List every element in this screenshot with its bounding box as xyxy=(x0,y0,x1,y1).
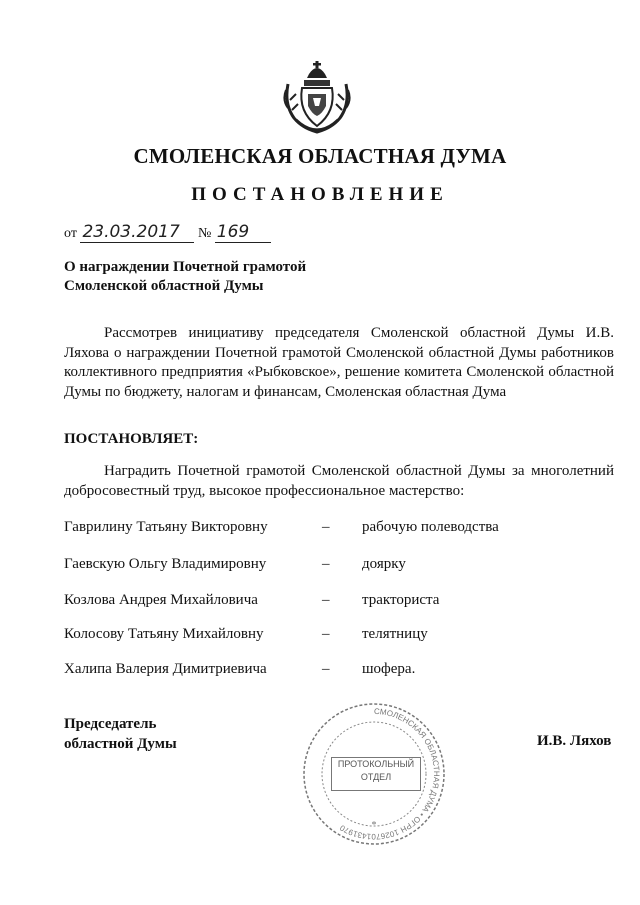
date-from-label: от xyxy=(64,226,77,241)
stamp-line-2: ОТДЕЛ xyxy=(360,772,392,782)
svg-text:*: * xyxy=(371,820,377,831)
coat-of-arms-icon xyxy=(282,60,352,138)
awardee-name: Гаевскую Ольгу Владимировну xyxy=(64,556,267,572)
document-date: 23.03.2017 xyxy=(80,222,194,243)
chairman-title-line-2: областной Думы xyxy=(64,736,177,752)
subject-line-1: О награждении Почетной грамотой xyxy=(64,259,307,275)
awardee-dash: – xyxy=(322,661,330,677)
awardee-row xyxy=(64,592,624,612)
decree-heading: ПОСТАНОВЛЯЕТ: xyxy=(64,431,199,447)
awardee-dash: – xyxy=(322,626,330,642)
awardee-position: тракториста xyxy=(362,592,440,608)
awardee-name: Козлова Андрея Михайловича xyxy=(64,592,258,608)
subject-line-2: Смоленской областной Думы xyxy=(64,278,264,294)
awardee-name: Колосову Татьяну Михайловну xyxy=(64,626,264,642)
awardee-dash: – xyxy=(322,519,330,535)
document-subject xyxy=(64,258,306,296)
signer-name: И.В. Ляхов xyxy=(537,733,612,749)
chairman-title-line-1: Председатель xyxy=(64,716,157,732)
awardee-position: шофера. xyxy=(362,661,416,677)
document-number: 169 xyxy=(215,222,271,243)
stamp-department-label xyxy=(331,757,421,791)
chairman-title xyxy=(64,714,177,754)
stamp-line-1: ПРОТОКОЛЬНЫЙ xyxy=(337,759,415,769)
awardee-position: рабочую полеводства xyxy=(362,519,499,535)
awardee-row xyxy=(64,626,624,646)
preamble-paragraph: Рассмотрев инициативу председателя Смоленской областной Думы И.В. Ляхова о награждении Почетной грамотой Смоленской областной Думы работников коллективного предприятия «Рыбковское», решение комитета Смоленской областной Думы по бюджету, налогам и финансам, Смоленская областная Дума xyxy=(64,325,614,400)
awardee-dash: – xyxy=(322,592,330,608)
date-number-line xyxy=(64,222,271,243)
stamp-ring-text: СМОЛЕНСКАЯ ОБЛАСТНАЯ ДУМА • ОГРН 1026701431970 xyxy=(338,706,442,842)
document-type: ПОСТАНОВЛЕНИЕ xyxy=(191,184,449,205)
awardee-row xyxy=(64,519,624,539)
organization-name: СМОЛЕНСКАЯ ОБЛАСТНАЯ ДУМА xyxy=(133,144,507,168)
award-paragraph: Наградить Почетной грамотой Смоленской областной Думы за многолетний добросовестный труд, высокое профессиональное мастерство: xyxy=(64,463,614,499)
awardee-position: телятницу xyxy=(362,626,428,642)
number-label: № xyxy=(197,226,212,241)
awardee-row xyxy=(64,661,624,681)
awardee-position: доярку xyxy=(362,556,406,572)
awardee-dash: – xyxy=(322,556,330,572)
awardee-row xyxy=(64,556,624,576)
awardee-name: Халипа Валерия Димитриевича xyxy=(64,661,267,677)
awardee-name: Гаврилину Татьяну Викторовну xyxy=(64,519,268,535)
